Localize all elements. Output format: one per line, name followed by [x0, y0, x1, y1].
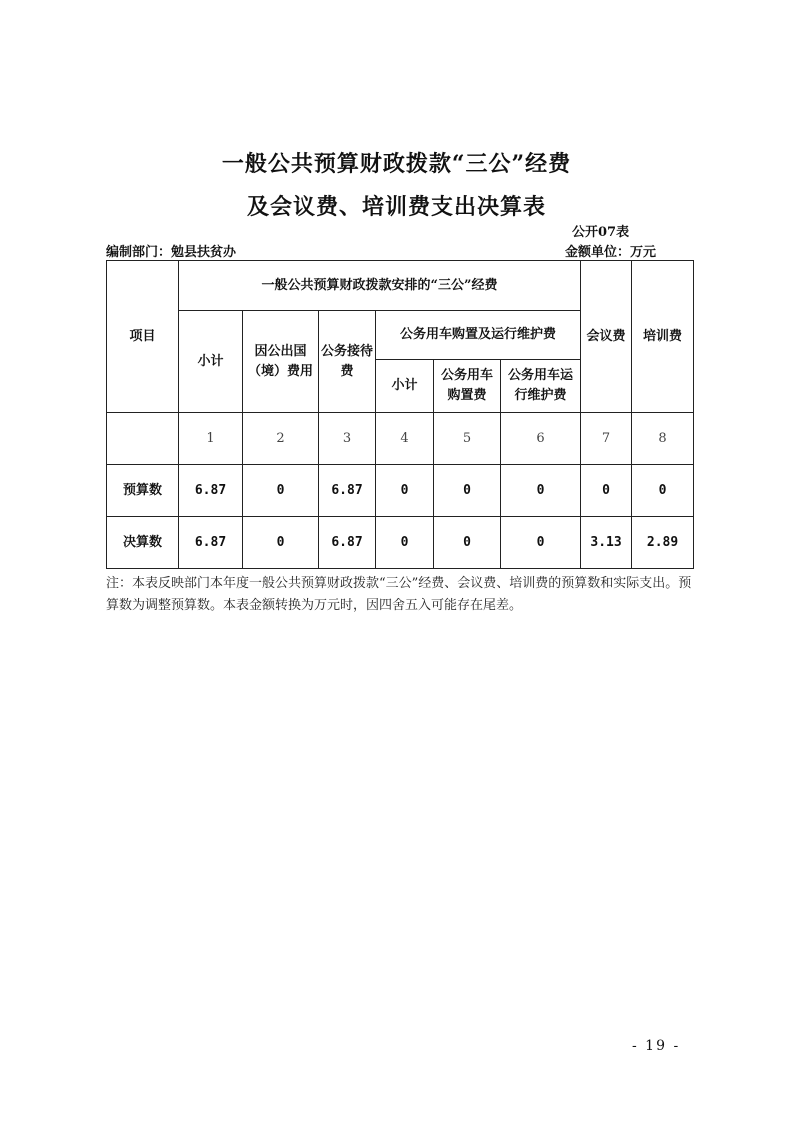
row-label: 决算数	[107, 517, 179, 569]
value-cell: 0	[434, 465, 501, 517]
index-cell-blank	[107, 413, 179, 465]
value-cell: 2.89	[632, 517, 694, 569]
value-cell: 6.87	[179, 517, 243, 569]
index-cell: 2	[243, 413, 319, 465]
header-project: 项目	[107, 261, 179, 413]
header-training-fee: 培训费	[632, 261, 694, 413]
value-cell: 3.13	[581, 517, 632, 569]
title-line-1: 一般公共预算财政拨款“三公”经费	[221, 151, 572, 177]
value-cell: 0	[376, 465, 434, 517]
value-cell: 0	[243, 517, 319, 569]
header-three-public-group: 一般公共预算财政拨款安排的“三公”经费	[179, 261, 581, 311]
index-cell: 5	[434, 413, 501, 465]
index-cell: 3	[319, 413, 376, 465]
value-cell: 0	[501, 517, 581, 569]
unit-label: 金额单位：万元	[565, 245, 657, 260]
index-cell: 4	[376, 413, 434, 465]
page-number: - 19 -	[632, 1038, 681, 1054]
index-cell: 7	[581, 413, 632, 465]
value-cell: 0	[376, 517, 434, 569]
value-cell: 6.87	[319, 517, 376, 569]
value-cell: 0	[243, 465, 319, 517]
index-cell: 6	[501, 413, 581, 465]
header-meeting-fee: 会议费	[581, 261, 632, 413]
header-overseas-fee: 因公出国（境）费用	[243, 311, 319, 413]
table-row-actual	[107, 517, 694, 569]
header-subtotal: 小计	[179, 311, 243, 413]
footnote: 注：本表反映部门本年度一般公共预算财政拨款“三公”经费、会议费、培训费的预算数和实际支出。预算数为调整预算数。本表金额转换为万元时，因四舍五入可能存在尾差。	[106, 576, 692, 613]
header-vehicle-subtotal: 小计	[376, 360, 434, 413]
header-vehicle-purchase: 公务用车购置费	[434, 360, 501, 413]
form-number: 公开07表	[572, 225, 630, 240]
department-label: 编制部门：勉县扶贫办	[106, 245, 237, 260]
budget-table	[106, 260, 694, 569]
header-vehicle-group: 公务用车购置及运行维护费	[376, 311, 581, 360]
header-vehicle-operation: 公务用车运行维护费	[501, 360, 581, 413]
index-cell: 1	[179, 413, 243, 465]
value-cell: 0	[434, 517, 501, 569]
value-cell: 6.87	[179, 465, 243, 517]
title-line-2: 及会议费、培训费支出决算表	[246, 194, 546, 220]
value-cell: 0	[632, 465, 694, 517]
header-reception-fee: 公务接待费	[319, 311, 376, 413]
value-cell: 0	[581, 465, 632, 517]
table-row-budget	[107, 465, 694, 517]
row-label: 预算数	[107, 465, 179, 517]
index-cell: 8	[632, 413, 694, 465]
value-cell: 0	[501, 465, 581, 517]
value-cell: 6.87	[319, 465, 376, 517]
